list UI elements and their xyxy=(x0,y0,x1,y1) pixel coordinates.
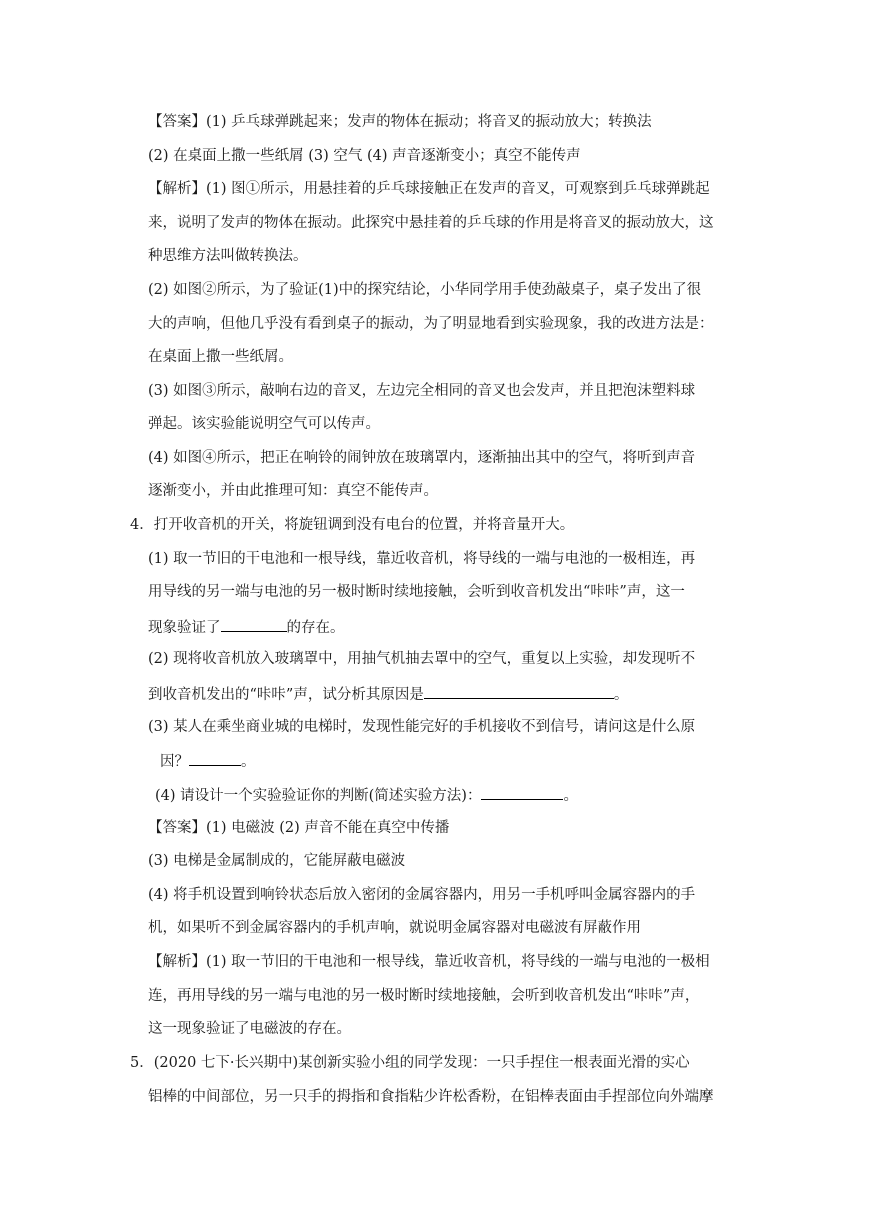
answer-blank-4 xyxy=(481,784,563,800)
q3-analysis-p2-line3: 在桌面上撒一些纸屑。 xyxy=(148,349,293,365)
q4-sub1-line2: 用导线的另一端与电池的另一极时断时续地接触，会听到收音机发出“咔咔”声，这一 xyxy=(148,584,685,600)
answer-blank-2 xyxy=(424,683,614,699)
q4-sub1-line1: (1) 取一节旧的干电池和一根导线，靠近收音机，将导线的一端与电池的一极相连，再 xyxy=(148,551,696,567)
answer-label: 【答案】 xyxy=(148,114,206,130)
q4-sub4: (4) 请设计一个实验验证你的判断(简述实验方法)： 。 xyxy=(155,784,578,806)
q3-answer-line1: 【答案】(1) 乒乓球弹跳起来；发声的物体在振动；将音叉的振动放大；转换法 xyxy=(148,114,652,130)
q4-answer-line3: (4) 将手机设置到响铃状态后放入密闭的金属容器内，用另一手机呼叫金属容器内的手 xyxy=(148,887,696,903)
q5-source: (2020 七下·长兴期中) xyxy=(153,1055,299,1071)
q3-analysis-p3-line2: 弹起。该实验能说明空气可以传声。 xyxy=(148,416,380,432)
analysis-label: 【解析】 xyxy=(148,954,206,970)
q4-stem: 4．打开收音机的开关，将旋钮调到没有电台的位置，并将音量开大。 xyxy=(130,517,575,533)
q4-answer-line4: 机，如果听不到金属容器内的手机声响，就说明金属容器对电磁波有屏蔽作用 xyxy=(148,920,641,936)
q3-analysis-line2: 来，说明了发声的物体在振动。此探究中悬挂着的乒乓球的作用是将音叉的振动放大，这 xyxy=(148,215,714,231)
q3-answer-line2: (2) 在桌面上撒一些纸屑 (3) 空气 (4) 声音逐渐变小；真空不能传声 xyxy=(148,148,581,164)
q4-analysis-line3: 这一现象验证了电磁波的存在。 xyxy=(148,1021,351,1037)
q4-sub2-line1: (2) 现将收音机放入玻璃罩中，用抽气机抽去罩中的空气，重复以上实验，却发现听不 xyxy=(148,651,696,667)
q4-answer-line2: (3) 电梯是金属制成的，它能屏蔽电磁波 xyxy=(148,853,406,869)
q4-analysis-line2: 连，再用导线的另一端与电池的另一极时断时续地接触，会听到收音机发出“咔咔”声， xyxy=(148,988,700,1004)
answer-blank-3 xyxy=(189,750,241,766)
q3-analysis-p2-line2: 大的声响，但他几乎没有看到桌子的振动，为了明显地看到实验现象，我的改进方法是： xyxy=(148,316,714,332)
analysis-label: 【解析】 xyxy=(148,181,206,197)
q3-analysis-p3-line1: (3) 如图③所示，敲响右边的音叉，左边完全相同的音叉也会发声，并且把泡沫塑料球 xyxy=(148,383,696,399)
q4-sub1-line3: 现象验证了 的存在。 xyxy=(148,616,345,638)
q4-sub2-line2: 到收音机发出的“咔咔”声，试分析其原因是 。 xyxy=(148,683,628,705)
q4-sub3-line1: (3) 某人在乘坐商业城的电梯时，发现性能完好的手机接收不到信号，请问这是什么原 xyxy=(148,719,696,735)
answer-blank-1 xyxy=(221,616,287,632)
q4-sub3-line2: 因？ 。 xyxy=(160,750,256,772)
q4-answer-line1: 【答案】(1) 电磁波 (2) 声音不能在真空中传播 xyxy=(148,820,450,836)
q3-analysis-line3: 种思维方法叫做转换法。 xyxy=(148,248,308,264)
q4-analysis-line1: 【解析】(1) 取一节旧的干电池和一根导线，靠近收音机，将导线的一端与电池的一极相 xyxy=(148,954,710,970)
answer-label: 【答案】 xyxy=(148,820,206,836)
q5-line1: 5．(2020 七下·长兴期中)某创新实验小组的同学发现：一只手捏住一根表面光滑的实心 xyxy=(130,1055,690,1071)
q3-analysis-line1: 【解析】(1) 图①所示，用悬挂着的乒乓球接触正在发声的音叉，可观察到乒乓球弹跳起 xyxy=(148,181,710,197)
q3-analysis-p2-line1: (2) 如图②所示，为了验证(1)中的探究结论，小华同学用手使劲敲桌子，桌子发出了很 xyxy=(148,282,702,298)
q3-analysis-p4-line2: 逐渐变小，并由此推理可知：真空不能传声。 xyxy=(148,483,438,499)
q3-analysis-p4-line1: (4) 如图④所示，把正在响铃的闹钟放在玻璃罩内，逐渐抽出其中的空气，将听到声音 xyxy=(148,450,696,466)
q5-line2: 铝棒的中间部位，另一只手的拇指和食指粘少许松香粉，在铝棒表面由手捏部位向外端摩 xyxy=(148,1089,714,1105)
